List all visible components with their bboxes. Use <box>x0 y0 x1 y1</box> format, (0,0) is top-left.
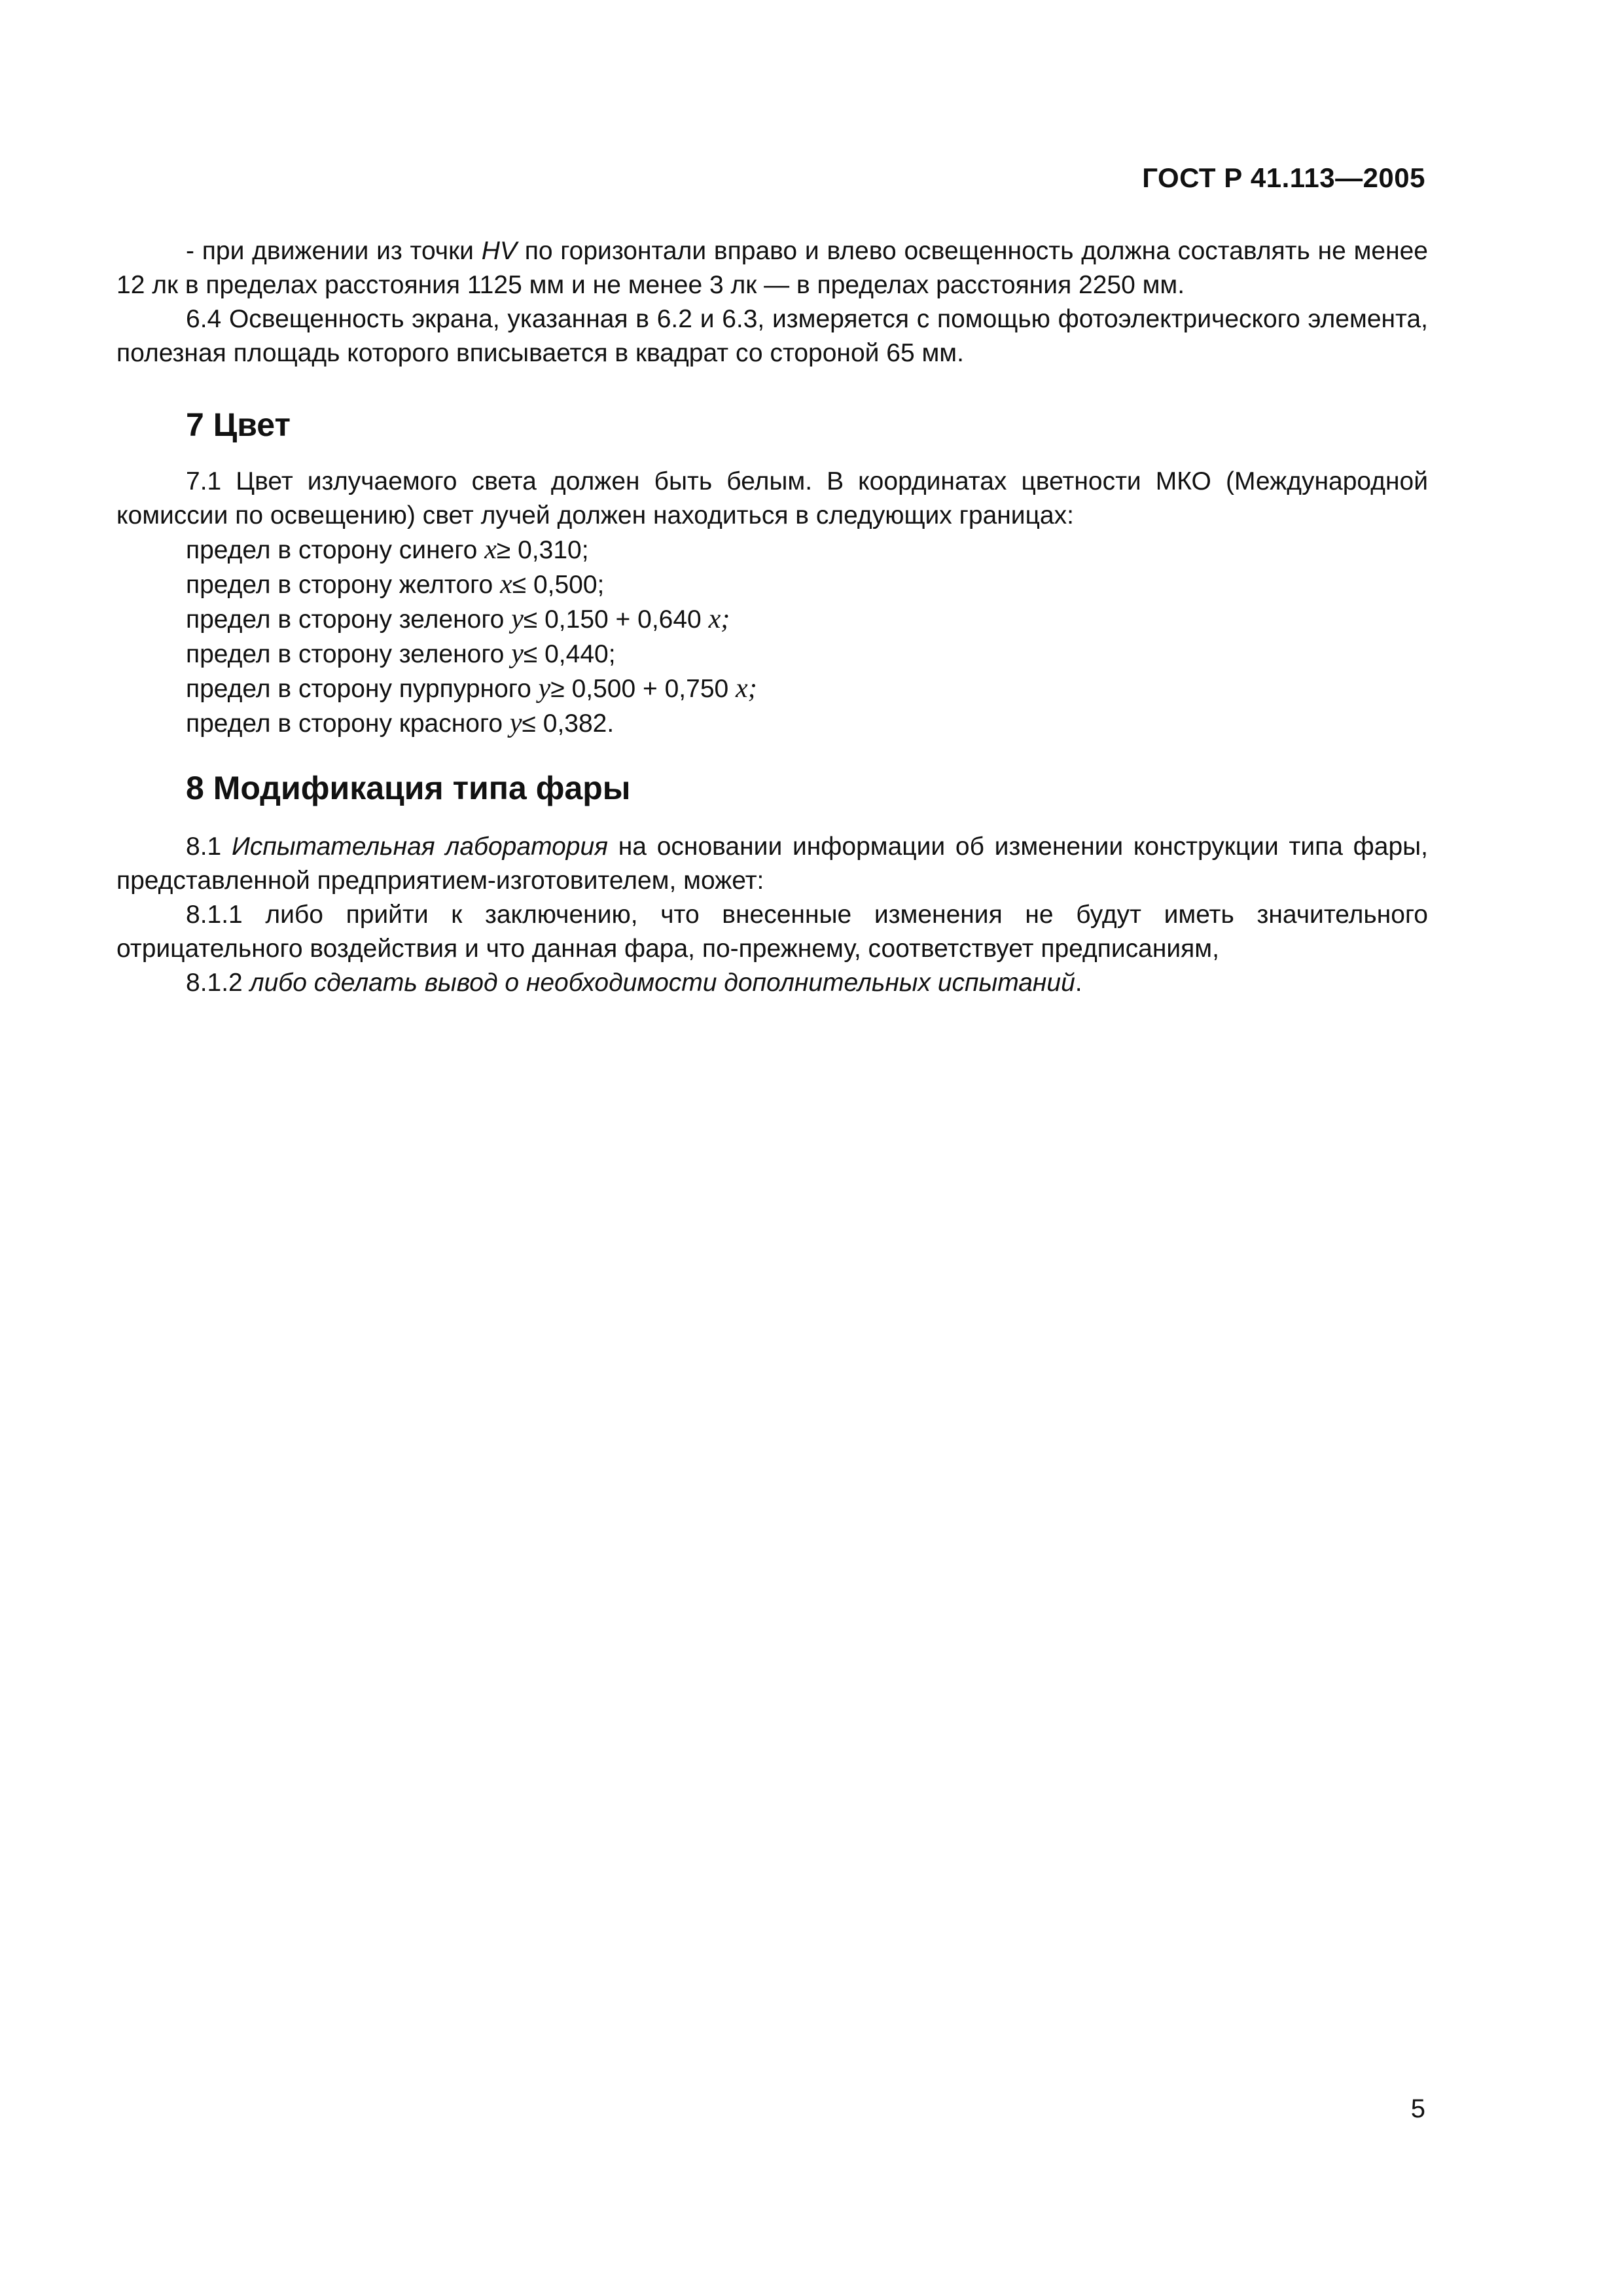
paragraph-8-1: 8.1 Испытательная лаборатория на основании информации об изменении конструкции типа фары, представленной предприятием-изготовителем, может: <box>116 833 1428 895</box>
chromaticity-limit-line: предел в сторону красного y≤ 0,382. <box>186 708 615 738</box>
testing-laboratory-term: Испытательная лаборатория <box>231 833 609 861</box>
section-7-heading: 7 Цвет <box>186 406 291 443</box>
chromaticity-limit-line: предел в сторону зеленого y≤ 0,150 + 0,640 x; <box>186 604 730 634</box>
paragraph-6-4: 6.4 Освещенность экрана, указанная в 6.2 и 6.3, измеряется с помощью фотоэлектрического элемента, полезная площадь которого вписывается в квадрат со стороной 65 мм. <box>116 305 1428 367</box>
page-number: 5 <box>1410 2094 1425 2123</box>
additional-tests-conclusion: либо сделать вывод о необходимости дополнительных испытаний <box>249 969 1075 997</box>
chromaticity-limits-list <box>116 533 1428 741</box>
paragraph-8-1-2: 8.1.2 либо сделать вывод о необходимости дополнительных испытаний. <box>186 969 1082 997</box>
chromaticity-limit-line: предел в сторону пурпурного y≥ 0,500 + 0,750 x; <box>186 673 757 704</box>
paragraph-7-1: 7.1 Цвет излучаемого света должен быть белым. В координатах цветности МКО (Международной комиссии по освещению) свет лучей должен находиться в следующих границах: <box>116 467 1428 529</box>
chromaticity-limit-line: предел в сторону зеленого y≤ 0,440; <box>186 639 616 669</box>
paragraph-8-1-1: 8.1.1 либо прийти к заключению, что внесенные изменения не будут иметь значительного отрицательного воздействия и что данная фара, по-прежнему, соответствует предписаниям, <box>116 901 1428 963</box>
section-6-continuation <box>116 234 1428 370</box>
section-8-heading: 8 Модификация типа фары <box>186 770 631 806</box>
section-7-body <box>116 465 1428 741</box>
chromaticity-limit-line: предел в сторону синего x≥ 0,310; <box>186 535 589 565</box>
section-8-body <box>116 830 1428 1000</box>
standard-code-header: ГОСТ Р 41.113—2005 <box>1142 162 1425 193</box>
chromaticity-limit-line: предел в сторону желтого x≤ 0,500; <box>186 569 605 600</box>
hv-bullet-paragraph: - при движении из точки HV по горизонтали вправо и влево освещенность должна составлять не менее 12 лк в пределах расстояния 1125 мм и не менее 3 лк — в пределах расстояния 2250 мм. <box>116 237 1428 299</box>
hv-point-label: HV <box>481 237 517 265</box>
